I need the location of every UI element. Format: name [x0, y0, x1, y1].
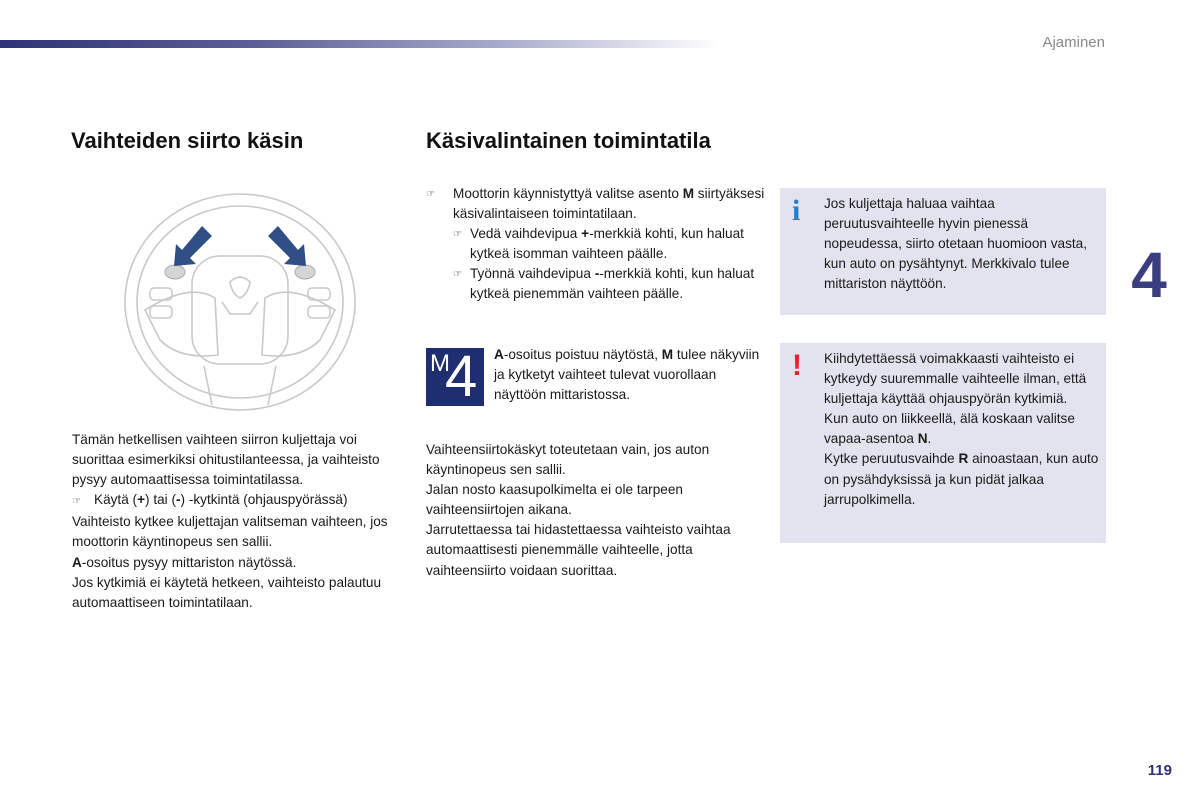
finger-pointer-icon: ☞ [426, 189, 435, 200]
list-item: ☞ Työnnä vaihdevipua --merkkiä kohti, kun haluat kytkeä pienemmän vaihteen päälle. [426, 264, 766, 304]
header-gradient-bar [0, 40, 720, 48]
chapter-number: 4 [1131, 239, 1167, 311]
finger-pointer-icon: ☞ [453, 229, 462, 241]
info-icon: i [792, 194, 801, 227]
finger-pointer-icon: ☞ [453, 269, 462, 281]
gear-indicator-m4 [426, 344, 484, 409]
page-number: 119 [1147, 762, 1172, 779]
left-paragraph-3: A-osoitus pysyy mittariston näytössä. [72, 554, 297, 570]
gear-mode-letter: M [430, 350, 450, 377]
section-label: Ajaminen [1042, 34, 1105, 51]
middle-paragraphs [426, 440, 766, 581]
exclamation-icon: ! [792, 349, 802, 382]
warning-paragraph-1: Kiihdytettäessä voimakkaasti vaihteisto ei kytkeydy suuremmalle vaihteelle ilman, että kuljettaja käyttää ohjauspyörän kytkimiä. [824, 351, 1087, 407]
list-item: ☞ Moottorin käynnistyttyä valitse asento M siirtyäksesi käsivalintaiseen toimintatilaan. [426, 184, 766, 224]
list-item: ☞ Vedä vaihdevipua +-merkkiä kohti, kun haluat kytkeä isomman vaihteen päälle. [426, 224, 766, 264]
warning-text [824, 349, 1100, 510]
middle-paragraph-1: Vaihteensiirtokäskyt toteutetaan vain, jos auton käyntinopeus sen sallii. [426, 442, 710, 478]
info-box [780, 188, 1106, 315]
warning-paragraph-3: Kytke peruutusvaihde R ainoastaan, kun auto on pysähdyksissä ja kun pidät jalkaa jarrupolkimella. [824, 451, 1099, 507]
manual-mode-instructions [426, 184, 766, 305]
left-heading: Vaihteiden siirto käsin [71, 128, 304, 153]
finger-pointer-icon: ☞ [72, 496, 81, 508]
warning-paragraph-2: Kun auto on liikkeellä, älä koskaan valitse vapaa-asentoa N. [824, 411, 1075, 447]
left-paragraph-4: Jos kytkimiä ei käytetä hetkeen, vaihteisto palautuu automaattiseen toimintatilaan. [72, 574, 382, 610]
middle-heading: Käsivalintainen toimintatila [426, 128, 711, 153]
gear-number: 4 [445, 344, 478, 409]
middle-paragraph-2: Jalan nosto kaasupolkimelta ei ole tarpeen vaihteensiirtojen aikana. [426, 482, 683, 518]
left-paragraph-2: Vaihteisto kytkee kuljettajan valitseman vaihteen, jos moottorin käyntinopeus sen sallii. [72, 514, 388, 550]
middle-paragraph-3: Jarrutettaessa tai hidastettaessa vaihteisto vaihtaa automaattisesti pienemmälle vaihteelle, jotta vaihteensiirto voidaan suorittaa. [426, 522, 731, 578]
gear-indicator-description: A-osoitus poistuu näytöstä, M tulee näkyviin ja kytketyt vaihteet tulevat vuorollaan näyttöön mittaristossa. [494, 347, 760, 403]
info-text: Jos kuljettaja haluaa vaihtaa peruutusvaihteelle hyvin pienessä nopeudessa, siirto otetaan huomioon vasta, kun auto on pysähtynyt. Merkkivalo tulee mittariston näyttöön. [824, 196, 1087, 292]
left-paragraph-1: Tämän hetkellisen vaihteen siirron kuljettaja voi suorittaa esimerkiksi ohitustilanteessa, ja vaihteisto pysyy automaattisessa toimintatilassa. [72, 432, 380, 488]
left-body [72, 430, 402, 613]
steering-wheel-illustration [120, 190, 360, 415]
warning-box [780, 343, 1106, 543]
left-bullet: ☞ Käytä (+) tai (-) -kytkintä (ohjauspyörässä) [72, 490, 402, 512]
